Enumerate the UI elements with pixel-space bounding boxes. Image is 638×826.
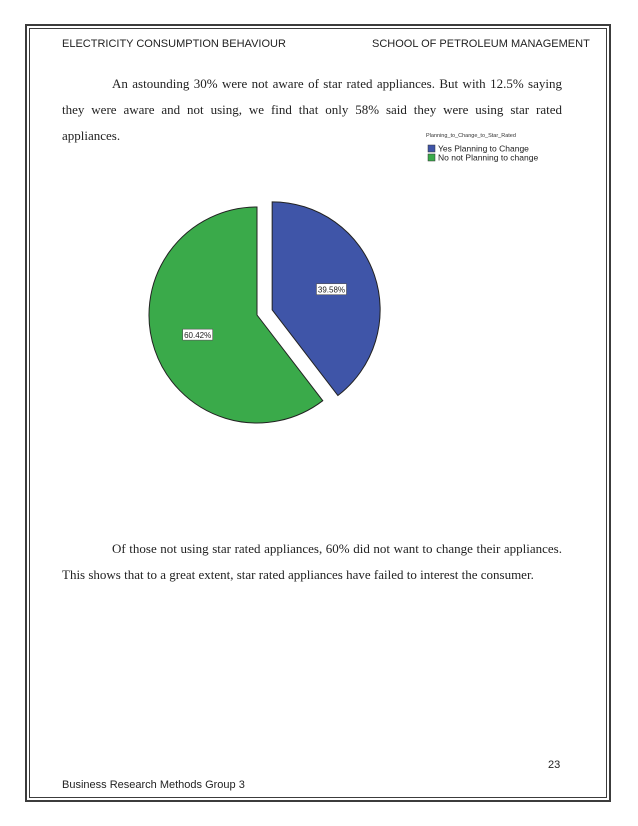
legend-title: Planning_to_Change_to_Star_Rated bbox=[426, 133, 516, 139]
pie-slices bbox=[149, 202, 380, 423]
pie-slice-label-2 bbox=[183, 329, 213, 340]
chart-legend bbox=[426, 133, 538, 163]
legend-label-1: Yes Planning to Change bbox=[438, 143, 529, 154]
footer-text: Business Research Methods Group 3 bbox=[62, 779, 245, 791]
paragraph-change-intent: Of those not using star rated appliances, 60% did not want to change their appliances. This shows that to a great extent, star rated appliances have failed to interest the consumer. bbox=[62, 541, 562, 582]
legend-items bbox=[428, 144, 538, 163]
header-right: SCHOOL OF PETROLEUM MANAGEMENT bbox=[372, 38, 590, 50]
legend-label-2: No not Planning to change bbox=[438, 152, 539, 163]
pie-slice-label-1 bbox=[316, 284, 346, 295]
legend-swatch-1 bbox=[428, 145, 435, 152]
pie-slice-label-text-2: 60.42% bbox=[184, 331, 212, 341]
legend-swatch-2 bbox=[428, 154, 435, 161]
page-number: 23 bbox=[548, 759, 561, 771]
pie-slice-label-text-1: 39.58% bbox=[317, 285, 346, 295]
paragraph-awareness: An astounding 30% were not aware of star rated appliances. But with 12.5% saying they were aware and not using, we find that only 58% said they were using star rated appliances. bbox=[62, 76, 562, 143]
header-left: ELECTRICITY CONSUMPTION BEHAVIOUR bbox=[62, 38, 286, 50]
pie-chart bbox=[130, 125, 570, 435]
